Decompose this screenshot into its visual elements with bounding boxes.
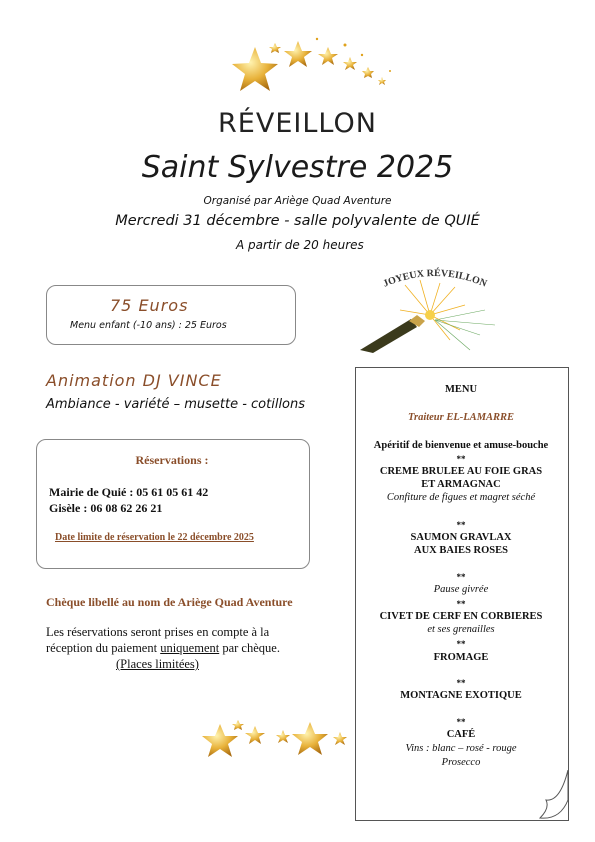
star-icon bbox=[292, 722, 328, 755]
menu-creme-line1: CREME BRULEE AU FOIE GRAS bbox=[379, 466, 543, 477]
menu-separator: ** bbox=[456, 639, 466, 649]
menu-separator: ** bbox=[456, 454, 466, 464]
star-icon bbox=[232, 47, 278, 91]
star-icon bbox=[284, 41, 312, 67]
menu-creme-desc: Confiture de figues et magret séché bbox=[386, 492, 536, 503]
menu-wines: Vins : blanc – rosé - rouge bbox=[405, 743, 517, 754]
menu-fromage: FROMAGE bbox=[433, 652, 489, 663]
price-box bbox=[46, 285, 296, 345]
menu-saumon-line2: AUX BAIES ROSES bbox=[414, 545, 508, 556]
organiser-text: Organisé par Ariège Quad Aventure bbox=[203, 195, 392, 207]
menu-dessert: MONTAGNE EXOTIQUE bbox=[400, 690, 522, 701]
menu-separator: ** bbox=[456, 717, 466, 727]
menu-separator: ** bbox=[456, 599, 466, 609]
menu-aperitif: Apéritif de bienvenue et amuse-bouche bbox=[373, 440, 549, 451]
payment-info-line2: réception du paiement uniquement par chèque. bbox=[46, 641, 280, 655]
menu-separator: ** bbox=[456, 678, 466, 688]
star-icon bbox=[245, 726, 265, 744]
star-icon bbox=[343, 57, 357, 70]
champagne-illustration bbox=[355, 255, 515, 355]
menu-saumon-line1: SAUMON GRAVLAX bbox=[410, 532, 512, 543]
underlined-word: uniquement bbox=[160, 641, 220, 655]
menu-separator: ** bbox=[456, 572, 466, 582]
menu-cafe: CAFÉ bbox=[446, 729, 476, 740]
page-subtitle: Saint Sylvestre 2025 bbox=[141, 150, 454, 185]
price-amount: 75 Euros bbox=[110, 296, 189, 315]
menu-civet-desc: et ses grenailles bbox=[427, 624, 495, 635]
star-icon bbox=[202, 724, 238, 757]
page-curl-decoration bbox=[520, 770, 570, 820]
star-icon bbox=[362, 67, 374, 78]
reservation-title: Réservations : bbox=[135, 453, 209, 467]
animation-title: Animation DJ VINCE bbox=[46, 371, 222, 390]
menu-prosecco: Prosecco bbox=[441, 757, 481, 768]
child-menu-price: Menu enfant (-10 ans) : 25 Euros bbox=[70, 320, 227, 331]
reservation-deadline: Date limite de réservation le 22 décembre 2025 bbox=[55, 532, 254, 543]
star-icon bbox=[269, 43, 281, 53]
menu-separator: ** bbox=[456, 520, 466, 530]
star-icon bbox=[333, 732, 347, 745]
star-icon bbox=[318, 47, 338, 65]
menu-caterer: Traiteur EL-LAMARRE bbox=[407, 412, 515, 423]
menu-creme-line2: ET ARMAGNAC bbox=[421, 479, 501, 490]
menu-civet: CIVET DE CERF EN CORBIERES bbox=[379, 611, 543, 622]
star-icon bbox=[378, 77, 386, 85]
cheque-payee: Chèque libellé au nom de Ariège Quad Aventure bbox=[46, 595, 293, 609]
banner-text: JOYEUX RÉVEILLON bbox=[381, 267, 489, 290]
star-icon bbox=[232, 720, 244, 730]
reservation-mairie-phone: Mairie de Quié : 05 61 05 61 42 bbox=[49, 485, 209, 499]
stars-top-decoration bbox=[220, 35, 400, 105]
page-title: RÉVEILLON bbox=[218, 108, 377, 139]
start-time-text: A partir de 20 heures bbox=[236, 238, 364, 252]
menu-heading: MENU bbox=[444, 384, 478, 395]
stars-bottom-decoration bbox=[195, 712, 355, 762]
date-venue-text: Mercredi 31 décembre - salle polyvalente de QUIÉ bbox=[115, 213, 480, 229]
menu-pause: Pause givrée bbox=[433, 584, 489, 595]
reservation-gisele-phone: Gisèle : 06 08 62 26 21 bbox=[49, 501, 163, 515]
limited-places-note: (Places limitées) bbox=[116, 657, 199, 671]
star-icon bbox=[276, 730, 290, 743]
animation-description: Ambiance - variété – musette - cotillons bbox=[46, 397, 306, 412]
payment-info-line1: Les réservations seront prises en compte à la bbox=[46, 625, 270, 639]
